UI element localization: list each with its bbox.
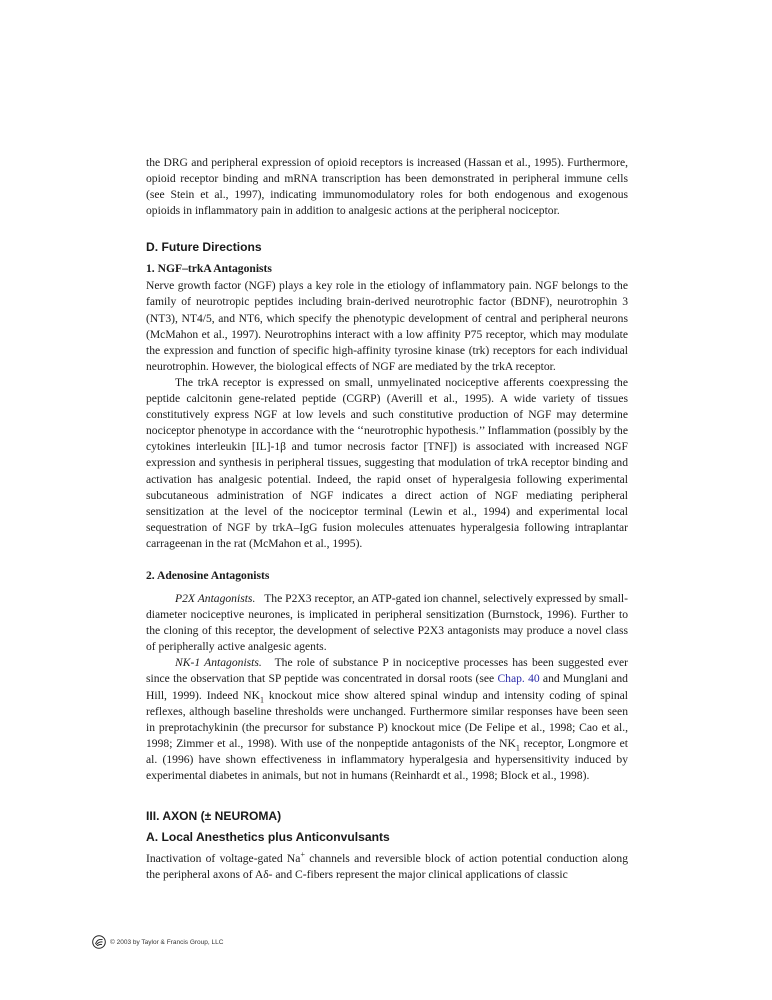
nk1-text-c: knockout mice show altered spinal windup and intensity coding of spinal reflexes, although baseline thresholds were unchanged. Furthermore similar responses have been seen in preprotachykinin (the precursor for substance P) knockout mice (De Felipe et al., 1998; Cao et al., 1998; Zimmer et al., 1998). With use of the nonpeptide antagonists of the NK <box>146 688 628 750</box>
na-superscript: + <box>300 850 305 860</box>
page-footer <box>92 935 223 949</box>
ngf-paragraph-2: The trkA receptor is expressed on small, unmyelinated nociceptive afferents coexpressing the peptide calcitonin gene-related peptide (CGRP) (Averill et al., 1995). A wide variety of tissues constitutively express NGF at low levels and such constitutive production of NGF may determine nociceptor phenotype in accordance with the ‘‘neurotrophic hypothesis.’’ Inflammation (possibly by the cytokines interleukin [IL]-1β and tumor necrosis factor [TNF]) is associated with increased NGF expression and synthesis in peripheral tissues, suggesting that modulation of trkA receptor binding and activation has analgesic potential. Indeed, the rapid onset of hyperalgesia following experimental subcutaneous administration of NGF indicates a direct action of NGF mediating peripheral sensitization at the level of the nociceptor terminal (Lewin et al., 1994) and experimental local sequestration of NGF by trkA–IgG fusion molecules attenuates hyperalgesia following intraplantar carrageenan in the rat (McMahon et al., 1995). <box>146 375 628 550</box>
intro-paragraph: the DRG and peripheral expression of opioid receptors is increased (Hassan et al., 1995). Furthermore, opioid receptor binding and mRNA transcription has been demonstrated in peripheral immune cells (see Stein et al., 1997), indicating immunomodulatory roles for both endogenous and exogenous opioids in inflammatory pain in addition to analgesic actions at the peripheral nociceptor. <box>146 156 628 218</box>
la-text-b: channels and reversible block of action potential conduction along the peripheral axons of Aδ- and C-fibers represent the major clinical applications of classic <box>146 852 628 882</box>
p2x-paragraph <box>146 591 628 655</box>
section-iii-heading: III. AXON (± NEUROMA) <box>146 809 282 824</box>
ngf-paragraph-1: Nerve growth factor (NGF) plays a key role in the etiology of inflammatory pain. NGF belongs to the family of neurotropic peptides including brain-derived neurotrophic factor (BDNF), neurotrophin 3 (NT3), NT4/5, and NT6, which specify the phenotypic development of central and peripheral neurons (McMahon et al., 1997). Neurotrophins interact with a low affinity P75 receptor, which may modulate the expression and function of specific high-affinity tyrosine kinase (trk) receptors for each individual neurotrophin. However, the biological effects of NGF are mediated by the trkA receptor. <box>146 279 628 373</box>
p2x-text: The P2X3 receptor, an ATP-gated ion channel, selectively expressed by small-diameter nociceptive neurones, is implicated in peripheral sensitization (Burnstock, 1996). Further to the cloning of this receptor, the development of selective P2X3 antagonists may produce a novel class of peripherally active analgesic agents. <box>146 591 629 654</box>
la-text-a: Inactivation of voltage-gated Na <box>146 852 301 866</box>
nk1-text-a: The role of substance P in nociceptive processes has been suggested ever since the observation that SP peptide was concentrated in dorsal roots (see <box>146 656 629 686</box>
section-d-heading: D. Future Directions <box>146 240 262 255</box>
nk1-subscript-1: 1 <box>259 694 264 704</box>
nk1-text-d: receptor, Longmore et al. (1996) have shown effectiveness in inflammatory hyperalgesia and hypersensitivity induced by experimental diabetes in animals, but not in humans (Reinhardt et al., 1998; Block et al., 1998). <box>146 736 628 782</box>
section-a-heading: A. Local Anesthetics plus Anticonvulsants <box>146 830 390 845</box>
chapter-link[interactable]: Chap. 40 <box>497 672 540 686</box>
copyright-text: © 2003 by Taylor & Francis Group, LLC <box>110 938 224 946</box>
publisher-logo-icon <box>92 935 106 949</box>
nk1-paragraph <box>146 655 628 784</box>
local-anesthetics-paragraph <box>146 851 628 883</box>
p2x-lead: P2X Antagonists. <box>175 591 256 605</box>
subsection-1-heading: 1. NGF–trkA Antagonists <box>146 262 272 276</box>
nk1-lead: NK-1 Antagonists. <box>175 656 262 670</box>
page-body <box>146 155 628 883</box>
nk1-text-b: and Munglani and Hill, 1999). Indeed NK <box>146 672 628 702</box>
nk1-subscript-2: 1 <box>515 743 520 753</box>
subsection-2-heading: 2. Adenosine Antagonists <box>146 568 270 582</box>
